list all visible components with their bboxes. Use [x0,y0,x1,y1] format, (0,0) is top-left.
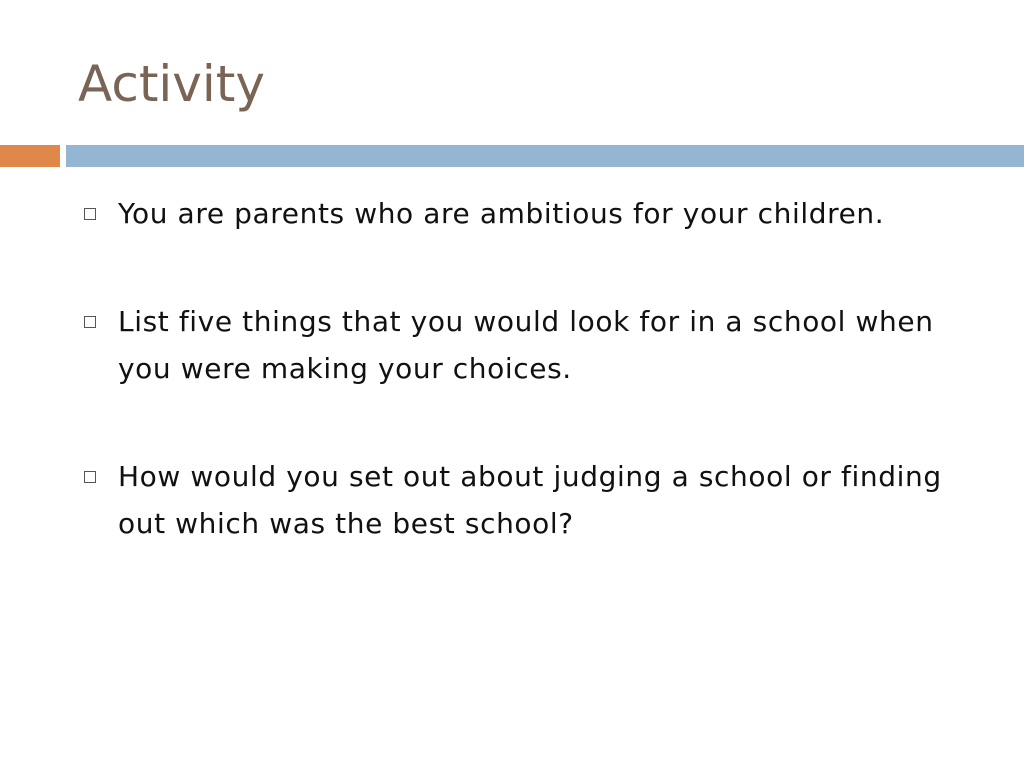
hollow-square-icon [84,471,96,483]
list-item [80,298,960,392]
accent-bar-blue [66,145,1024,167]
accent-bar-orange [0,145,60,167]
bullet-text: You are parents who are ambitious for your children. [118,197,885,230]
bullet-text: List five things that you would look for in a school when you were making your choices. [118,305,934,385]
bullet-list [80,190,960,608]
hollow-square-icon [84,208,96,220]
list-item [80,190,960,237]
hollow-square-icon [84,316,96,328]
list-item [80,453,960,547]
slide-title: Activity [78,55,265,113]
bullet-text: How would you set out about judging a school or finding out which was the best school? [118,460,942,540]
